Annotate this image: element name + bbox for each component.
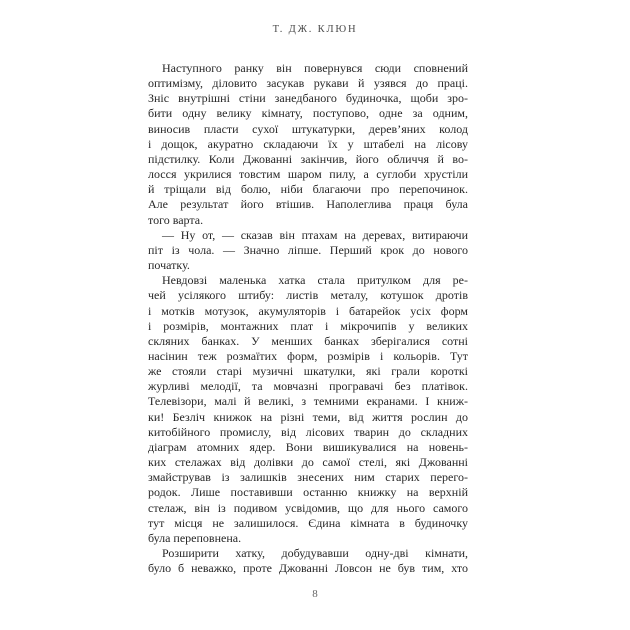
text-line: діаграм атомних ядер. Вони вишикувалися на новень- <box>148 439 468 454</box>
text-line: оптимізму, діловито засукав рукави й узявся до праці. <box>148 76 468 91</box>
body-text <box>148 61 468 576</box>
text-line: родок. Лише поставивши останню книжку на верхній <box>148 485 468 500</box>
text-line: піт із чола. — Значно ліпше. Перший крок до нового <box>148 242 468 257</box>
text-line: Зніс внутрішні стіни занедбаного будиночка, щоби зро- <box>148 91 468 106</box>
text-line: і мотків мотузок, акумуляторів і батарейок усіх форм <box>148 303 468 318</box>
text-line: бити одну велику кімнату, поступово, одне за одним, <box>148 106 468 121</box>
text-line: журливі мелодії, та мовчазні програвачі без платівок. <box>148 379 468 394</box>
text-line: Наступного ранку він повернувся сюди сповнений <box>162 61 468 75</box>
text-line: підстилку. Коли Джованні закінчив, його обличчя й во- <box>148 151 468 166</box>
text-line: китобійного промислу, від лісових тварин до складних <box>148 424 468 439</box>
text-line: і дощок, акуратно складаючи їх у штабелі на лісову <box>148 136 468 151</box>
text-line: ких стелажах від долівки до самої стелі, які Джованні <box>148 455 468 470</box>
text-line: була переповнена. <box>148 530 242 545</box>
text-line: Телевізори, малі й великі, з темними екранами. І книж- <box>148 394 468 409</box>
text-line: виносив пласти сухої штукатурки, дерев’яних колод <box>148 121 468 136</box>
text-line: насінин теж розмаїтих форм, розмірів і кольорів. Тут <box>148 348 468 363</box>
text-line: змайстрував із залишків знесених ним старих перего- <box>148 470 468 485</box>
text-line: ки! Безліч книжок на різні теми, від життя рослин до <box>148 409 468 424</box>
running-header-author: Т. ДЖ. КЛЮН <box>272 24 358 35</box>
text-line: початку. <box>148 258 190 273</box>
text-line: стелаж, він із подивом усвідомив, що для нього самого <box>148 500 468 515</box>
text-line: було б неважко, проте Джованні Ловсон не був тим, хто <box>148 561 468 576</box>
text-line: і розмірів, монтажних плат і мікрочипів у великих <box>148 318 468 333</box>
text-line: Але результат його втішив. Наполеглива праця була <box>148 197 468 212</box>
text-line: й тріщали від болю, ніби благаючи про перепочинок. <box>148 182 468 197</box>
page-number: 8 <box>312 588 318 600</box>
text-line: скляних банках. У менших банках зберігалися сотні <box>148 333 468 348</box>
text-line: Невдовзі маленька хатка стала притулком для ре- <box>162 273 468 288</box>
text-line: чей усілякого штибу: листів металу, котушок дротів <box>148 288 468 303</box>
text-line: же стояли старі музичні шкатулки, які грали короткі <box>148 364 468 379</box>
text-line: Розширити хатку, добудувавши одну-дві кімнати, <box>162 546 468 560</box>
text-line: того варта. <box>148 212 204 227</box>
text-line: лосся укрилися товстим шаром пилу, а суглоби хрустіли <box>148 167 468 182</box>
text-line: тут місця не залишилося. Єдина кімната в будиночку <box>148 515 468 530</box>
text-line: — Ну от, — сказав він птахам на деревах, витираючи <box>162 227 468 242</box>
